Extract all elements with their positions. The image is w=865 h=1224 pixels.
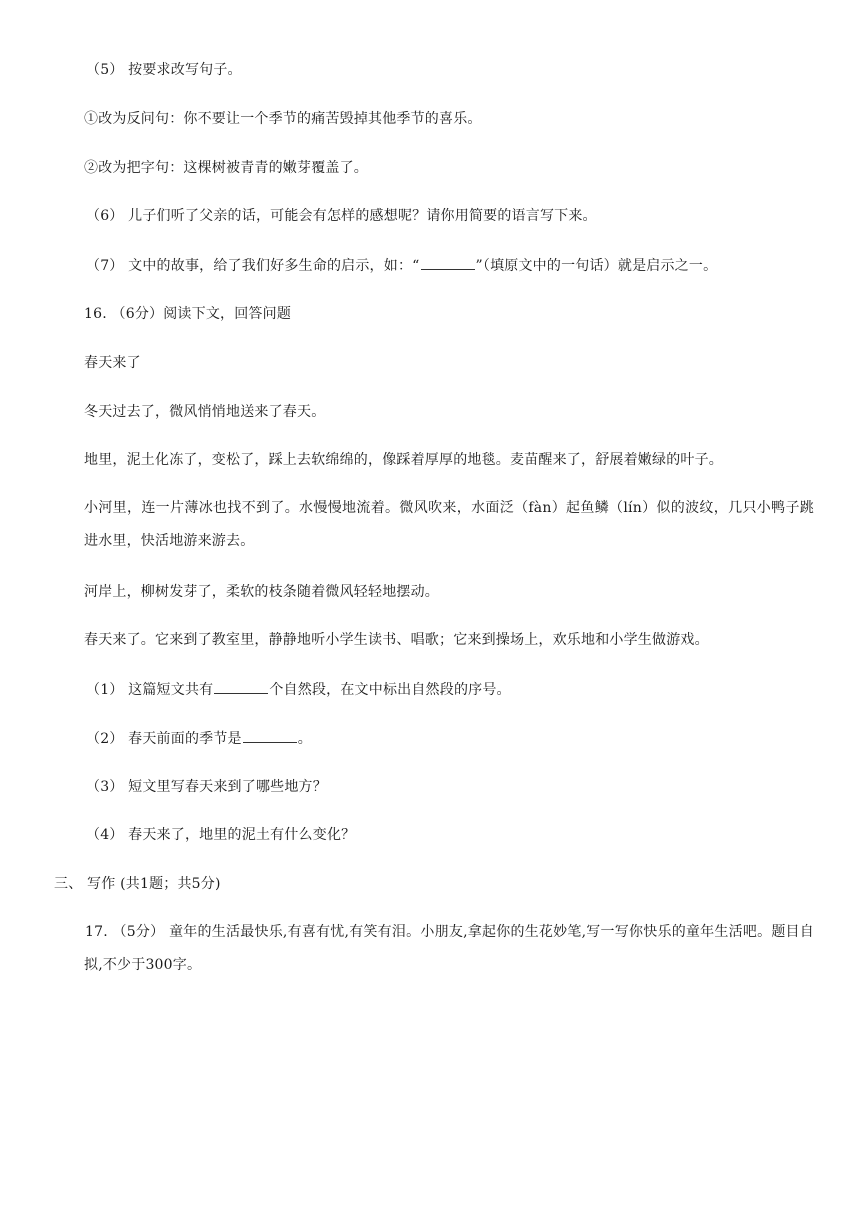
q17-text: 17. （5分） 童年的生活最快乐,有喜有忧,有笑有泪。小朋友,拿起你的生花妙笔,写一写你快乐的童年生活吧。题目自拟,不少于300字。 xyxy=(84,924,814,973)
q16-sub1-suffix: 个自然段，在文中标出自然段的序号。 xyxy=(269,682,511,698)
passage-title: 春天来了 xyxy=(84,355,141,371)
answer-blank[interactable] xyxy=(243,730,297,743)
q16-header: 16. （6分）阅读下文，回答问题 xyxy=(84,306,292,322)
q15-subquestion-5: （5） 按要求改写句子。 xyxy=(86,62,242,78)
answer-blank[interactable] xyxy=(421,257,475,270)
answer-blank[interactable] xyxy=(214,681,268,694)
q16-sub1-prefix: （1） 这篇短文共有 xyxy=(86,682,214,698)
q15-subquestion-7 xyxy=(86,257,717,274)
q16-subquestion-1 xyxy=(86,681,511,698)
q15-sub7-suffix: ”（填原文中的一句话）就是启示之一。 xyxy=(475,258,718,274)
q15-item-2: ②改为把字句：这棵树被青青的嫩芽覆盖了。 xyxy=(84,160,368,176)
passage-paragraph-2: 地里，泥土化冻了，变松了，踩上去软绵绵的，像踩着厚厚的地毯。麦苗醒来了，舒展着嫩绿的叶子。 xyxy=(84,452,723,468)
passage-paragraph-3: 小河里，连一片薄冰也找不到了。水慢慢地流着。微风吹来，水面泛（fàn）起鱼鳞（lín）似的波纹，几只小鸭子跳进水里，快活地游来游去。 xyxy=(84,500,814,549)
q16-sub2-suffix: 。 xyxy=(297,731,312,747)
q16-subquestion-4: （4） 春天来了，地里的泥土有什么变化？ xyxy=(86,827,356,843)
section-3-title: 三、 写作 (共1题；共5分) xyxy=(54,876,221,892)
q16-sub2-prefix: （2） 春天前面的季节是 xyxy=(86,731,242,747)
q16-subquestion-2 xyxy=(86,730,312,747)
q15-sub7-prefix: （7） 文中的故事，给了我们好多生命的启示，如：“ xyxy=(86,258,420,274)
q15-subquestion-6: （6） 儿子们听了父亲的话，可能会有怎样的感想呢？请你用简要的语言写下来。 xyxy=(86,208,597,224)
passage-paragraph-1: 冬天过去了，微风悄悄地送来了春天。 xyxy=(84,404,326,420)
q15-item-1: ①改为反问句：你不要让一个季节的痛苦毁掉其他季节的喜乐。 xyxy=(84,111,482,127)
passage-paragraph-4: 河岸上，柳树发芽了，柔软的枝条随着微风轻轻地摆动。 xyxy=(84,584,439,600)
q16-subquestion-3: （3） 短文里写春天来到了哪些地方？ xyxy=(86,779,327,795)
passage-paragraph-5: 春天来了。它来到了教室里，静静地听小学生读书、唱歌；它来到操场上，欢乐地和小学生做游戏。 xyxy=(84,632,709,648)
